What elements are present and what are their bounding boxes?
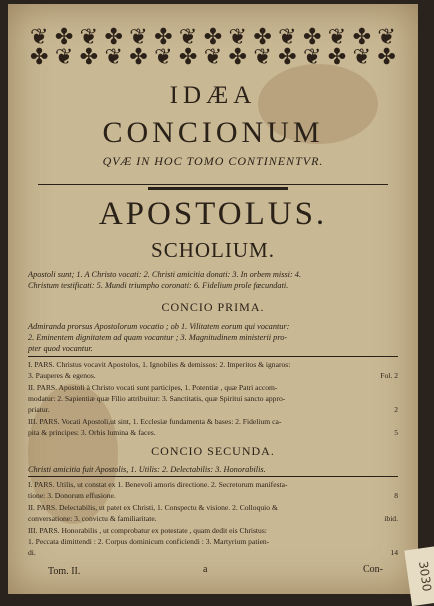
- part-line: I. PARS. Christus vocavit Apostolos, 1. Ignobiles & demissos: 2. Imperitos & ignaros:: [28, 360, 291, 369]
- part-text: priatur.: [28, 405, 50, 414]
- part-line: [28, 490, 398, 501]
- concio-intro: pter quod vocantur.: [28, 344, 93, 353]
- section-heading: APOSTOLUS.: [98, 196, 328, 232]
- scholium-line: Christum testificati: 5. Mundi triumpho coronati: 6. Fidelium prole fœcundati.: [28, 281, 289, 290]
- part-line: [28, 370, 398, 381]
- part-line: [28, 547, 398, 558]
- divider: [148, 187, 288, 190]
- folio-ref: ibid.: [384, 514, 398, 523]
- part-line: III. PARS. Vocati Apostoli,ut sint, 1. Ecclesiæ fundamenta & bases: 2. Fidelium ca-: [28, 417, 282, 426]
- concio-intro: 2. Eminentem dignitatem ad quam vocantur ; 3. Magnitudinem ministerii pro-: [28, 333, 288, 342]
- folio-ref: 8: [394, 491, 398, 500]
- scholium-line: Apostoli sunt; 1. A Christo vocati: 2. Christi amicitia donati: 3. In orbem missi: 4.: [28, 270, 302, 279]
- part-line: III. PARS. Honorabilis , ut comprobatur ex potestate , quam dedit eis Christus:: [28, 526, 267, 535]
- divider: [28, 356, 398, 357]
- library-label: 3030: [404, 546, 434, 606]
- book-page: [8, 4, 418, 594]
- part-line: modatur: 2. Sapientiæ quæ Filio attribuitur: 3. Sanctitatis, quæ Spiritui sancto appro-: [28, 394, 286, 403]
- folio-ref: 2: [394, 405, 398, 414]
- folio-ref: Fol. 2: [380, 371, 398, 380]
- part-line: 1. Peccata dimittendi : 2. Corpus dominicum conficiendi : 3. Martyrium patien-: [28, 537, 270, 546]
- divider: [28, 476, 398, 477]
- part-line: II. PARS. Apostoli à Christo vocati sunt participes, 1. Potentiæ , quæ Patri accom-: [28, 383, 278, 392]
- catchword: Con-: [363, 564, 383, 575]
- part-line: I. PARS. Utilis, ut constat ex 1. Benevoli amoris directione. 2. Secretorum manifesta-: [28, 480, 288, 489]
- title-line-2: CONCIONUM: [102, 116, 324, 149]
- concio-title: CONCIO PRIMA.: [161, 300, 265, 314]
- title-line-3: QVÆ IN HOC TOMO CONTINENTVR.: [102, 154, 324, 168]
- concio-intro: Christi amicitia fuit Apostolis, 1. Utilis: 2. Delectabilis: 3. Honorabilis.: [28, 465, 266, 474]
- ornament-band: ❦ ✤ ❦ ✤ ❦ ✤ ❦ ✤ ❦ ✤ ❦ ✤ ❦ ✤ ❦: [30, 25, 396, 50]
- volume-mark: Tom. II.: [48, 566, 81, 577]
- part-text: tione: 3. Donorum effusione.: [28, 491, 116, 500]
- part-line: II. PARS. Delectabilis, ut patet ex Christi, 1. Conspectu & visione. 2. Colloquio &: [28, 503, 278, 512]
- part-text: di.: [28, 548, 36, 557]
- concio-intro: Admiranda prorsus Apostolorum vocatio ; ob 1. Vilitatem eorum qui vocantur:: [28, 322, 290, 331]
- ornament-band: ✤ ❦ ✤ ❦ ✤ ❦ ✤ ❦ ✤ ❦ ✤ ❦ ✤ ❦ ✤: [30, 45, 396, 70]
- signature-mark: a: [203, 564, 208, 575]
- part-line: [28, 404, 398, 415]
- subheading: SCHOLIUM.: [151, 238, 275, 262]
- part-text: 3. Pauperes & egenos.: [28, 371, 96, 380]
- part-text: conversatione: 3. convictu & familiaritate.: [28, 514, 157, 523]
- part-line: [28, 513, 398, 524]
- title-line-1: IDÆA: [169, 82, 257, 109]
- part-line: [28, 427, 398, 438]
- divider: [38, 184, 388, 185]
- folio-ref: 14: [390, 548, 398, 557]
- folio-ref: 5: [394, 428, 398, 437]
- part-text: pita & principes: 3. Orbis lumina & faces.: [28, 428, 156, 437]
- concio-title: CONCIO SECUNDA.: [151, 444, 275, 458]
